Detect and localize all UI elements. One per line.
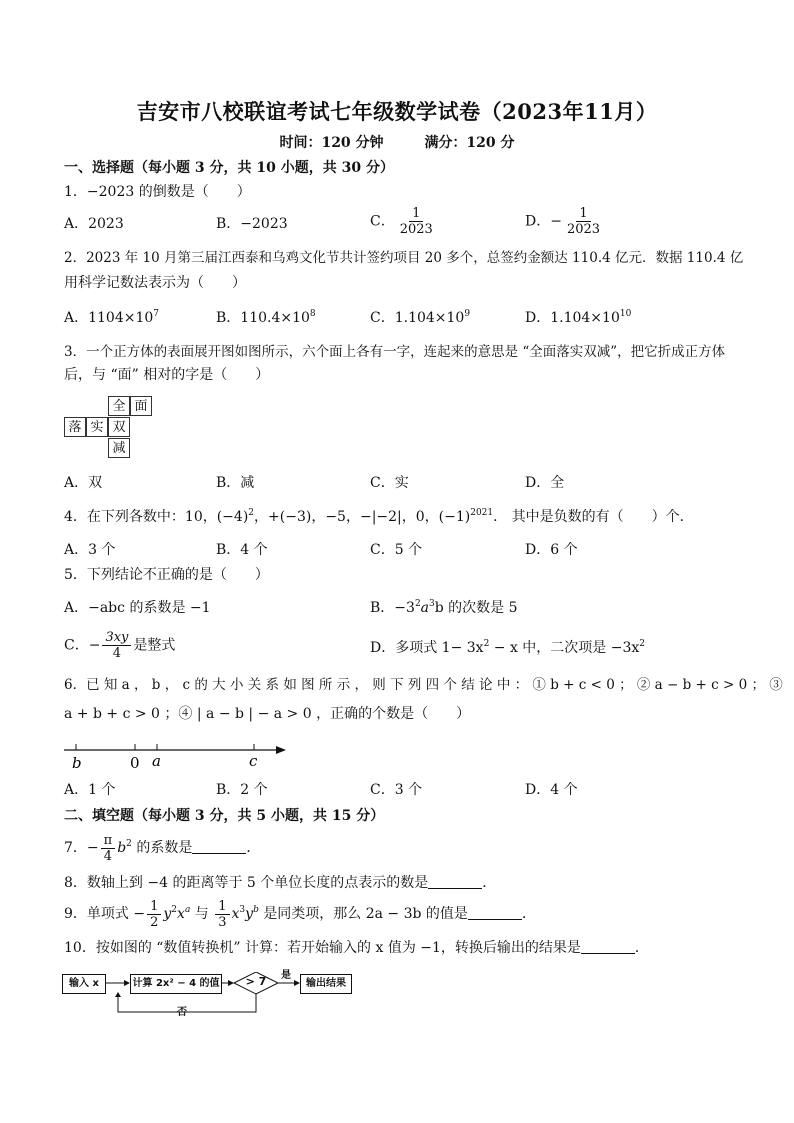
q7-num: π <box>101 833 116 849</box>
label-zero: 0 <box>130 754 140 772</box>
q9-f2-num: 1 <box>215 899 229 915</box>
q1-option-c <box>370 206 438 237</box>
net-cell-mian: 面 <box>130 396 152 416</box>
q9-m4: y <box>245 906 254 922</box>
q2-d-base: D．1.104×10 <box>525 310 620 326</box>
net-cell-jian: 减 <box>108 438 130 458</box>
condition-label: > 7 <box>245 975 267 988</box>
q2-a-exp: 7 <box>153 309 160 319</box>
q7-label: 7．− <box>64 840 99 856</box>
q4-exp1: 2 <box>248 508 255 518</box>
q6-stem-line2: a + b + c > 0 ；④ | a − b | − a > 0 ，正确的个数是（ ） <box>64 706 471 722</box>
q1-d-den: 2023 <box>566 222 601 237</box>
q2-stem-line2: 用科学记数法表示为（ ） <box>64 275 246 291</box>
q5-b-b: a <box>420 600 430 616</box>
q9-tail: 是同类项，那么 2a − 3b 的值是 <box>258 906 468 922</box>
yes-label: 是 <box>281 970 291 981</box>
exam-subtitle <box>0 132 794 152</box>
q3-option-a: A．双 <box>64 475 103 491</box>
label-b: b <box>72 754 82 772</box>
q1-option-a: A．2023 <box>64 216 124 232</box>
q2-b-base: B．110.4×10 <box>216 310 310 326</box>
q1-d-fraction <box>564 206 603 237</box>
q9-answer-blank[interactable] <box>468 905 522 920</box>
q2-c-exp: 9 <box>464 309 471 319</box>
q3-option-c: C．实 <box>370 475 409 491</box>
arrowhead-loop <box>115 992 121 997</box>
q1-d-num: 1 <box>576 206 590 222</box>
q2-option-a <box>64 308 159 328</box>
number-line-arrow <box>276 746 286 754</box>
q3-option-d: D．全 <box>525 475 565 491</box>
q9-f2-den: 3 <box>218 914 227 930</box>
q9-fraction2 <box>215 899 229 930</box>
q5-stem: 5．下列结论不正确的是（ ） <box>64 567 269 583</box>
q6-option-c: C．3 个 <box>370 782 423 798</box>
q2-option-d <box>525 308 631 328</box>
q10-text: 10．按如图的 “数值转换机” 计算：若开始输入的 x 值为 −1，转换后输出的结果是 <box>64 940 581 956</box>
q5-option-d <box>370 638 645 658</box>
q3-option-b: B．减 <box>216 475 255 491</box>
q3-stem-line2: 后，与 “面” 相对的字是（ ） <box>64 367 270 383</box>
q4-stem-c: ． 其中是负数的有（ ）个． <box>493 509 694 525</box>
q7-stem: 7．− $\frac{\pi}{4}$ $b^2$ 的系数是 ． <box>64 832 261 864</box>
q5-d-e2: 2 <box>639 639 646 649</box>
q9-mid: 与 <box>190 906 214 922</box>
q10-answer-blank[interactable] <box>581 939 635 954</box>
q9-m2: x <box>177 906 185 922</box>
exam-time: 时间：120 分钟 <box>279 135 384 151</box>
calc-box: 计算 2x² − 4 的值 <box>130 974 222 994</box>
q1-stem: 1．−2023 的倒数是（ ） <box>64 184 251 200</box>
q9-m1e: 2 <box>171 905 178 915</box>
q2-c-base: C．1.104×10 <box>370 310 465 326</box>
q7-tail: 的系数是 <box>131 840 193 856</box>
q8-text: 8．数轴上到 −4 的距离等于 5 个单位长度的点表示的数是 <box>64 875 429 891</box>
q4-option-b: B．4 个 <box>216 542 268 558</box>
q10-stem: 10．按如图的 “数值转换机” 计算：若开始输入的 x 值为 −1，转换后输出的结果是 ． <box>64 940 649 956</box>
q5-c-num: 3xy <box>102 630 131 646</box>
q5-d-e1: 2 <box>483 639 490 649</box>
q5-c-tail: 是整式 <box>133 637 176 654</box>
section2-heading: 二、填空题（每小题 3 分，共 5 小题，共 15 分） <box>64 808 385 824</box>
q1-c-den: 2023 <box>399 222 433 237</box>
q9-m1: y <box>163 906 172 922</box>
q6-option-a: A．1 个 <box>64 782 116 798</box>
net-cell-luo: 落 <box>64 417 86 437</box>
q7-var: b <box>117 840 127 856</box>
q5-c-fraction <box>102 630 131 661</box>
label-c: c <box>249 752 258 770</box>
q4-option-c: C．5 个 <box>370 542 423 558</box>
q1-d-label: D．− <box>525 213 562 230</box>
q9-f1-num: 1 <box>147 899 161 915</box>
q1-c-fraction <box>397 206 436 237</box>
q2-option-c <box>370 308 470 328</box>
q4-stem-a: 4．在下列各数中：10，(−4) <box>64 509 249 525</box>
net-cell-shuang: 双 <box>108 417 130 437</box>
net-cell-shi: 实 <box>86 417 108 437</box>
q5-b-c: b 的次数是 5 <box>434 600 518 616</box>
section1-heading: 一、选择题（每小题 3 分，共 10 小题，共 30 分） <box>64 160 394 176</box>
q7-exp: 2 <box>126 839 132 849</box>
q5-option-c <box>64 630 175 661</box>
q5-option-a: A．−abc 的系数是 −1 <box>64 600 211 616</box>
input-box: 输入 x <box>62 974 106 994</box>
q3-stem-line1: 3．一个正方体的表面展开图如图所示，六个面上各有一字，连起来的意思是 “全面落实双减”，把它折成正方体 <box>64 344 726 360</box>
q2-option-b <box>216 308 316 328</box>
q9-m3: x <box>231 906 240 922</box>
q2-d-exp: 10 <box>619 309 632 319</box>
no-label: 否 <box>177 1007 187 1018</box>
q1-option-d <box>525 206 605 237</box>
q1-c-label: C． <box>370 213 395 230</box>
q5-b-e2: 3 <box>429 599 435 609</box>
q2-b-exp: 8 <box>309 309 316 319</box>
q4-option-d: D．6 个 <box>525 542 578 558</box>
q9-m2e: a <box>184 905 191 915</box>
q6-stem-line1: 6．已 知 a ， b ， c 的 大 小 关 系 如 图 所 示 ， 则 下 列 四 个 结 论 中 ： ① b + c < 0 ； ② a − b + c > 0 ； ③ <box>64 677 783 693</box>
q4-stem <box>64 507 694 527</box>
q9-label: 9．单项式 − <box>64 906 146 922</box>
q5-d-b: − x 中，二次项是 −3x <box>489 640 640 656</box>
loop-back-path <box>118 993 256 1012</box>
q6-option-b: B．2 个 <box>216 782 268 798</box>
number-line-diagram <box>62 740 292 774</box>
q7-den: 4 <box>103 848 113 864</box>
q9-stem: 9．单项式 − $\frac{1}{2}$ $y^2x^a$ 与 $\frac{1}{3}$ $x^3y^b$ 是同类项，那么 2a − 3b 的值是 ． <box>64 898 536 930</box>
q8-answer-blank[interactable] <box>428 874 482 889</box>
output-box: 输出结果 <box>300 974 352 994</box>
q2-a-base: A．1104×10 <box>64 310 154 326</box>
q9-m4e: b <box>253 905 259 915</box>
cube-net-diagram <box>62 396 154 460</box>
q5-b-a: B．−3 <box>370 600 415 616</box>
q5-b-e1: 2 <box>414 599 421 609</box>
q6-option-d: D．4 个 <box>525 782 578 798</box>
q4-option-a: A．3 个 <box>64 542 116 558</box>
q5-c-den: 4 <box>112 646 122 661</box>
q9-fraction1 <box>147 899 161 930</box>
q5-d-a: D．多项式 1− 3x <box>370 640 484 656</box>
q4-stem-b: ，+(−3)，−5，−|−2|，0，(−1) <box>254 509 471 525</box>
q8-stem: 8．数轴上到 −4 的距离等于 5 个单位长度的点表示的数是 ． <box>64 875 497 891</box>
exam-score: 满分：120 分 <box>424 135 515 151</box>
net-cell-quan: 全 <box>108 396 130 416</box>
q9-m3e: 3 <box>239 905 246 915</box>
label-a: a <box>152 752 161 770</box>
q2-stem-line1: 2．2023 年 10 月第三届江西泰和乌鸡文化节共计签约项目 20 多个，总签约金额达 110.4 亿元．数据 110.4 亿 <box>64 250 744 266</box>
q1-option-b: B．−2023 <box>216 216 288 232</box>
q7-answer-blank[interactable] <box>192 839 246 854</box>
exam-title: 吉安市八校联谊考试七年级数学试卷（2023年11月） <box>136 99 658 124</box>
q5-c-label: C．− <box>64 637 101 654</box>
q1-c-num: 1 <box>409 206 423 222</box>
q7-fraction <box>101 833 116 864</box>
q9-f1-den: 2 <box>150 914 159 930</box>
q5-option-b <box>370 598 518 618</box>
q4-exp2: 2021 <box>470 508 494 518</box>
